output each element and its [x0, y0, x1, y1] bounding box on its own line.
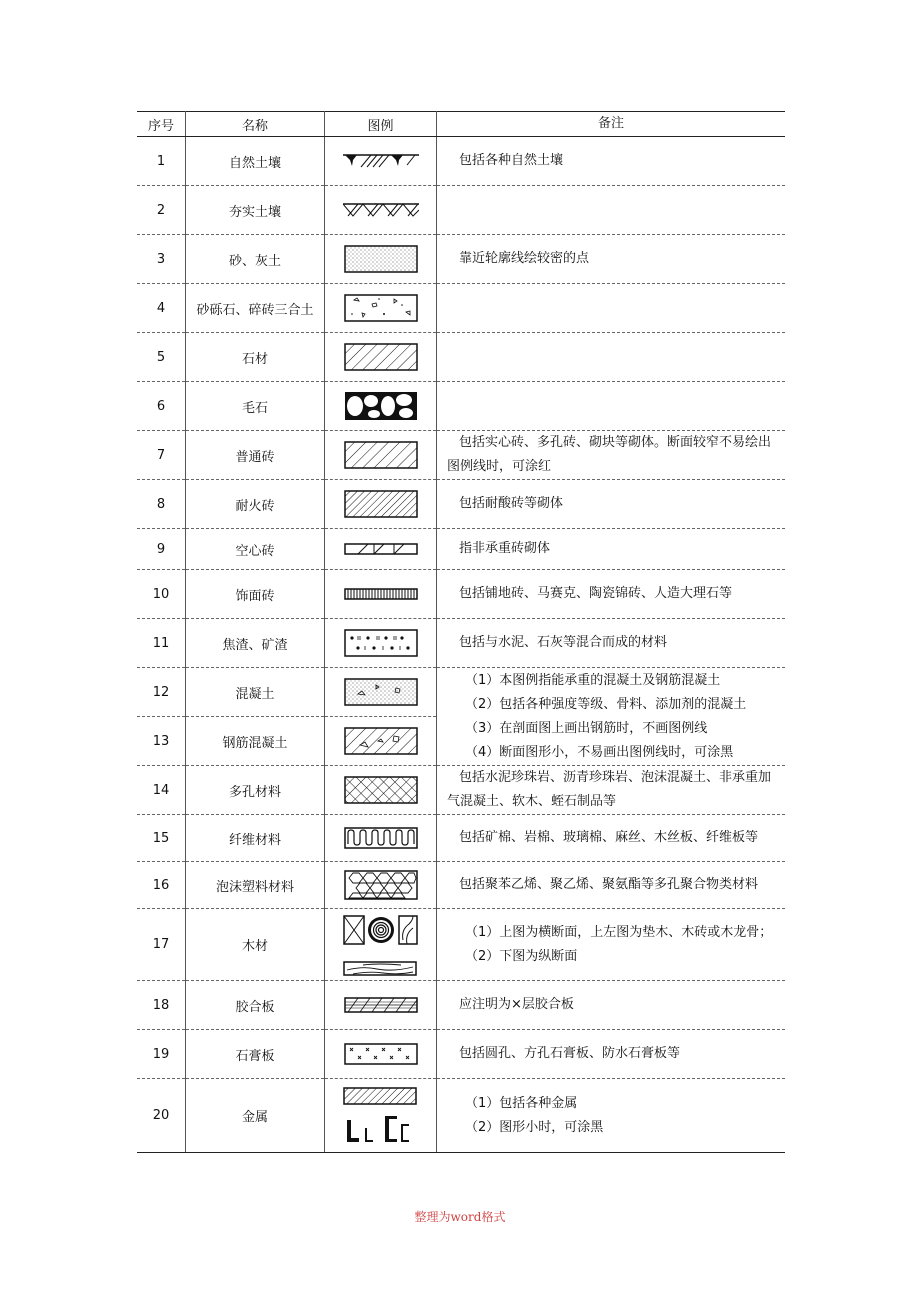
table-row	[137, 1079, 785, 1153]
row-number: 1	[137, 137, 186, 186]
footer-watermark: 整理为word格式	[414, 1210, 506, 1224]
row-name: 饰面砖	[186, 570, 325, 619]
table-row	[137, 981, 785, 1030]
header-row	[137, 112, 785, 137]
concrete-note-4: （4）断面图形小，不易画出图例线时，可涂黑	[465, 744, 734, 760]
row-name: 钢筋混凝土	[186, 717, 325, 766]
row-name: 石材	[186, 333, 325, 382]
row-note	[437, 284, 786, 333]
row-note: 包括各种自然土壤	[437, 137, 786, 186]
porous-material-symbol	[325, 766, 437, 815]
row-note: 包括聚苯乙烯、聚乙烯、聚氨酯等多孔聚合物类材料	[437, 862, 786, 909]
table-row	[137, 333, 785, 382]
row-name: 混凝土	[186, 668, 325, 717]
header-no: 序号	[137, 112, 186, 137]
reinforced-concrete-symbol	[325, 717, 437, 766]
row-number: 6	[137, 382, 186, 431]
row-note: 包括实心砖、多孔砖、砌块等砌体。断面较窄不易绘出图例线时，可涂红	[437, 431, 786, 480]
row-name: 耐火砖	[186, 480, 325, 529]
table-row	[137, 766, 785, 815]
header-name: 名称	[186, 112, 325, 137]
row-number: 18	[137, 981, 186, 1030]
table-row	[137, 668, 785, 717]
row-number: 14	[137, 766, 186, 815]
row-note	[437, 186, 786, 235]
legend-table	[137, 111, 785, 1153]
wood-note-2: （2）下图为纵断面	[465, 948, 578, 964]
row-number: 3	[137, 235, 186, 284]
row-name: 焦渣、矿渣	[186, 619, 325, 668]
table-row	[137, 815, 785, 862]
row-note: 包括耐酸砖等砌体	[437, 480, 786, 529]
table-row	[137, 529, 785, 570]
concrete-note-2: （2）包括各种强度等级、骨料、添加剂的混凝土	[465, 696, 747, 712]
sand-lime-soil-symbol	[325, 235, 437, 284]
row-number: 19	[137, 1030, 186, 1079]
row-number: 20	[137, 1079, 186, 1153]
concrete-symbol	[325, 668, 437, 717]
row-name: 泡沫塑料材料	[186, 862, 325, 909]
row-name: 纤维材料	[186, 815, 325, 862]
plywood-symbol	[325, 981, 437, 1030]
row-number: 5	[137, 333, 186, 382]
row-number: 15	[137, 815, 186, 862]
row-name: 砂砾石、碎砖三合土	[186, 284, 325, 333]
gravel-brick-concrete-symbol	[325, 284, 437, 333]
header-note: 备注	[437, 112, 786, 137]
gypsum-board-symbol	[325, 1030, 437, 1079]
row-name: 石膏板	[186, 1030, 325, 1079]
wood-notes	[437, 909, 786, 981]
row-note	[437, 333, 786, 382]
row-number: 17	[137, 909, 186, 981]
row-number: 11	[137, 619, 186, 668]
row-name: 多孔材料	[186, 766, 325, 815]
table-row	[137, 1030, 785, 1079]
row-note	[437, 382, 786, 431]
row-note: 应注明为×层胶合板	[437, 981, 786, 1030]
table-row	[137, 570, 785, 619]
facing-brick-symbol	[325, 570, 437, 619]
table-row	[137, 909, 785, 981]
common-brick-symbol	[325, 431, 437, 480]
row-note: 包括矿棉、岩棉、玻璃棉、麻丝、木丝板、纤维板等	[437, 815, 786, 862]
fiber-material-symbol	[325, 815, 437, 862]
row-note: 靠近轮廓线绘较密的点	[437, 235, 786, 284]
row-note: 包括与水泥、石灰等混合而成的材料	[437, 619, 786, 668]
row-number: 8	[137, 480, 186, 529]
row-name: 普通砖	[186, 431, 325, 480]
table-row	[137, 382, 785, 431]
row-name: 毛石	[186, 382, 325, 431]
row-note: 指非承重砖砌体	[437, 529, 786, 570]
table-row	[137, 137, 785, 186]
row-note: 包括圆孔、方孔石膏板、防水石膏板等	[437, 1030, 786, 1079]
cinder-slag-symbol	[325, 619, 437, 668]
row-number: 16	[137, 862, 186, 909]
table-row	[137, 480, 785, 529]
row-number: 2	[137, 186, 186, 235]
wood-symbol	[325, 909, 437, 981]
table-row	[137, 284, 785, 333]
table-row	[137, 186, 785, 235]
row-number: 13	[137, 717, 186, 766]
row-number: 7	[137, 431, 186, 480]
row-note: 包括水泥珍珠岩、沥青珍珠岩、泡沫混凝土、非承重加气混凝土、软木、蛭石制品等	[437, 766, 786, 815]
row-name: 夯实土壤	[186, 186, 325, 235]
row-name: 胶合板	[186, 981, 325, 1030]
row-name: 空心砖	[186, 529, 325, 570]
foam-plastic-symbol	[325, 862, 437, 909]
row-number: 12	[137, 668, 186, 717]
table-row	[137, 619, 785, 668]
table-row	[137, 235, 785, 284]
metal-note-2: （2）图形小时，可涂黑	[465, 1119, 604, 1135]
row-name: 自然土壤	[186, 137, 325, 186]
wood-note-1: （1）上图为横断面，上左图为垫木、木砖或木龙骨；	[465, 924, 773, 940]
header-legend: 图例	[325, 112, 437, 137]
concrete-notes	[437, 668, 786, 766]
rubble-stone-symbol	[325, 382, 437, 431]
concrete-note-3: （3）在剖面图上画出钢筋时，不画图例线	[465, 720, 708, 736]
row-note: 包括铺地砖、马赛克、陶瓷锦砖、人造大理石等	[437, 570, 786, 619]
hollow-brick-symbol	[325, 529, 437, 570]
metal-note-1: （1）包括各种金属	[465, 1095, 578, 1111]
stone-symbol	[325, 333, 437, 382]
row-number: 10	[137, 570, 186, 619]
natural-soil-symbol	[325, 137, 437, 186]
row-name: 金属	[186, 1079, 325, 1153]
metal-notes	[437, 1079, 786, 1153]
row-name: 木材	[186, 909, 325, 981]
fire-brick-symbol	[325, 480, 437, 529]
metal-symbol	[325, 1079, 437, 1153]
table-row	[137, 862, 785, 909]
row-number: 9	[137, 529, 186, 570]
concrete-note-1: （1）本图例指能承重的混凝土及钢筋混凝土	[465, 672, 721, 688]
row-name: 砂、灰土	[186, 235, 325, 284]
row-number: 4	[137, 284, 186, 333]
table-row	[137, 431, 785, 480]
compacted-soil-symbol	[325, 186, 437, 235]
